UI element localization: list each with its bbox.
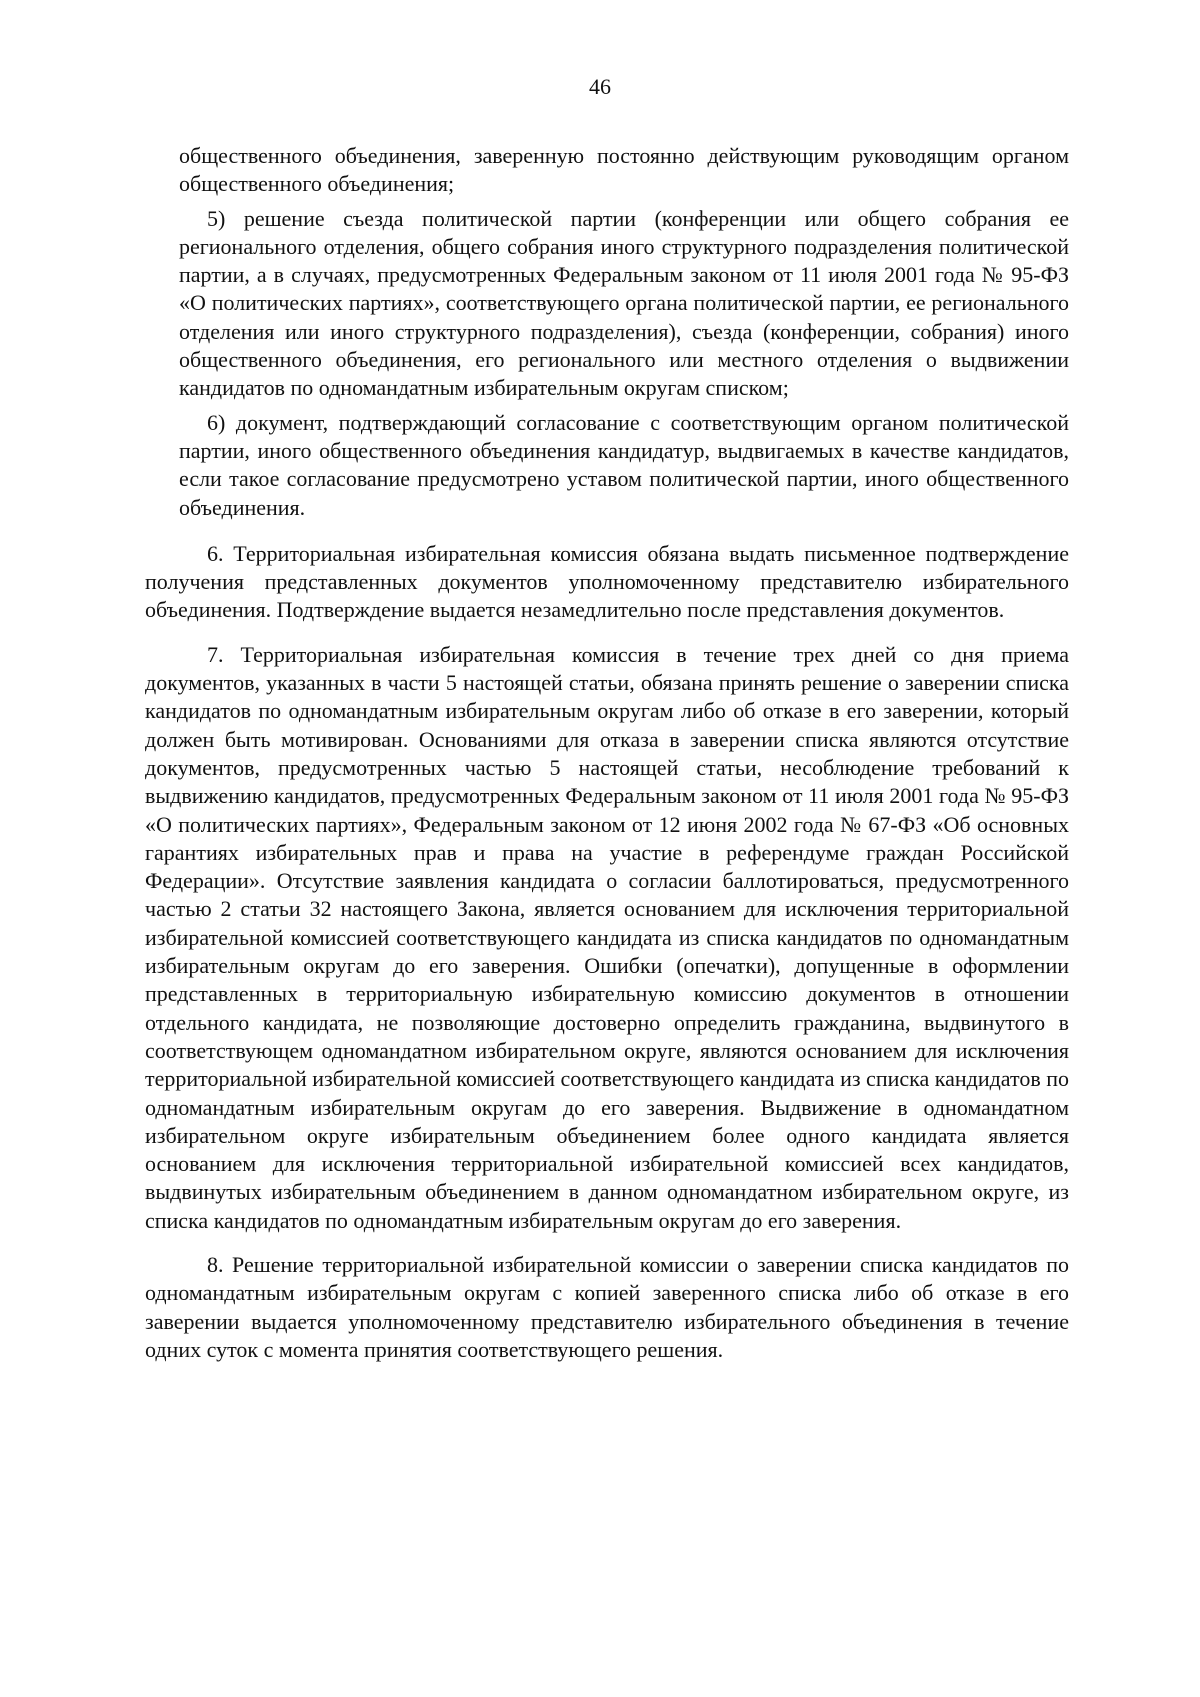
paragraph-continuation: общественного объединения, заверенную постоянно действующим руководящим органом общественного объединения; xyxy=(179,143,1069,197)
document-body xyxy=(145,142,1069,1364)
clause-7: 7. Территориальная избирательная комиссия в течение трех дней со дня приема документов, указанных в части 5 настоящей статьи, обязана принять решение о заверении списка кандидатов по одномандатным избирательным округам либо об отказе в его заверении, который должен быть мотивирован. Основаниями для отказа в заверении списка являются отсутствие документов, предусмотренных частью 5 настоящей статьи, несоблюдение требований к выдвижению кандидатов, предусмотренных Федеральным законом от 11 июля 2001 года № 95-ФЗ «О политических партиях», Федеральным законом от 12 июня 2002 года № 67-ФЗ «Об основных гарантиях избирательных прав и права на участие в референдуме граждан Российской Федерации». Отсутствие заявления кандидата о согласии баллотироваться, предусмотренного частью 2 статьи 32 настоящего Закона, является основанием для исключения территориальной избирательной комиссией соответствующего кандидата из списка кандидатов по одномандатным избирательным округам до его заверения. Ошибки (опечатки), допущенные в оформлении представленных в территориальную избирательную комиссию документов в отношении отдельного кандидата, не позволяющие достоверно определить гражданина, выдвинутого в соответствующем одномандатном избирательном округе, являются основанием для исключения территориальной избирательной комиссией соответствующего кандидата из списка кандидатов по одномандатным избирательным округам до его заверения. Выдвижение в одномандатном избирательном округе избирательным объединением более одного кандидата является основанием для исключения территориальной избирательной комиссией всех кандидатов, выдвинутых избирательным объединением в данном одномандатном избирательном округе, из списка кандидатов по одномандатным избирательным округам до его заверения. xyxy=(145,641,1069,1233)
list-item-6: 6) документ, подтверждающий согласование с соответствующим органом политической партии, иного общественного объединения кандидатур, выдвигаемых в качестве кандидатов, если такое согласование предусмотрено уставом политической партии, иного общественного объединения. xyxy=(179,409,1069,520)
page-number: 46 xyxy=(589,74,611,99)
clause-6: 6. Территориальная избирательная комиссия обязана выдать письменное подтверждение получения представленных документов уполномоченному представителю избирательного объединения. Подтверждение выдается незамедлительно после представления документов. xyxy=(145,540,1069,623)
list-item-5: 5) решение съезда политической партии (конференции или общего собрания ее регионального отделения, общего собрания иного структурного подразделения политической партии, а в случаях, предусмотренных Федеральным законом от 11 июля 2001 года № 95-ФЗ «О политических партиях», соответствующего органа политической партии, ее регионального отделения или иного структурного подразделения), съезда (конференции, собрания) иного общественного объединения, его регионального или местного отделения о выдвижении кандидатов по одномандатным избирательным округам списком; xyxy=(179,205,1069,401)
clause-8: 8. Решение территориальной избирательной комиссии о заверении списка кандидатов по одномандатным избирательным округам с копией заверенного списка либо об отказе в его заверении выдается уполномоченному представителю избирательного объединения в течение одних суток с момента принятия соответствующего решения. xyxy=(145,1251,1069,1362)
